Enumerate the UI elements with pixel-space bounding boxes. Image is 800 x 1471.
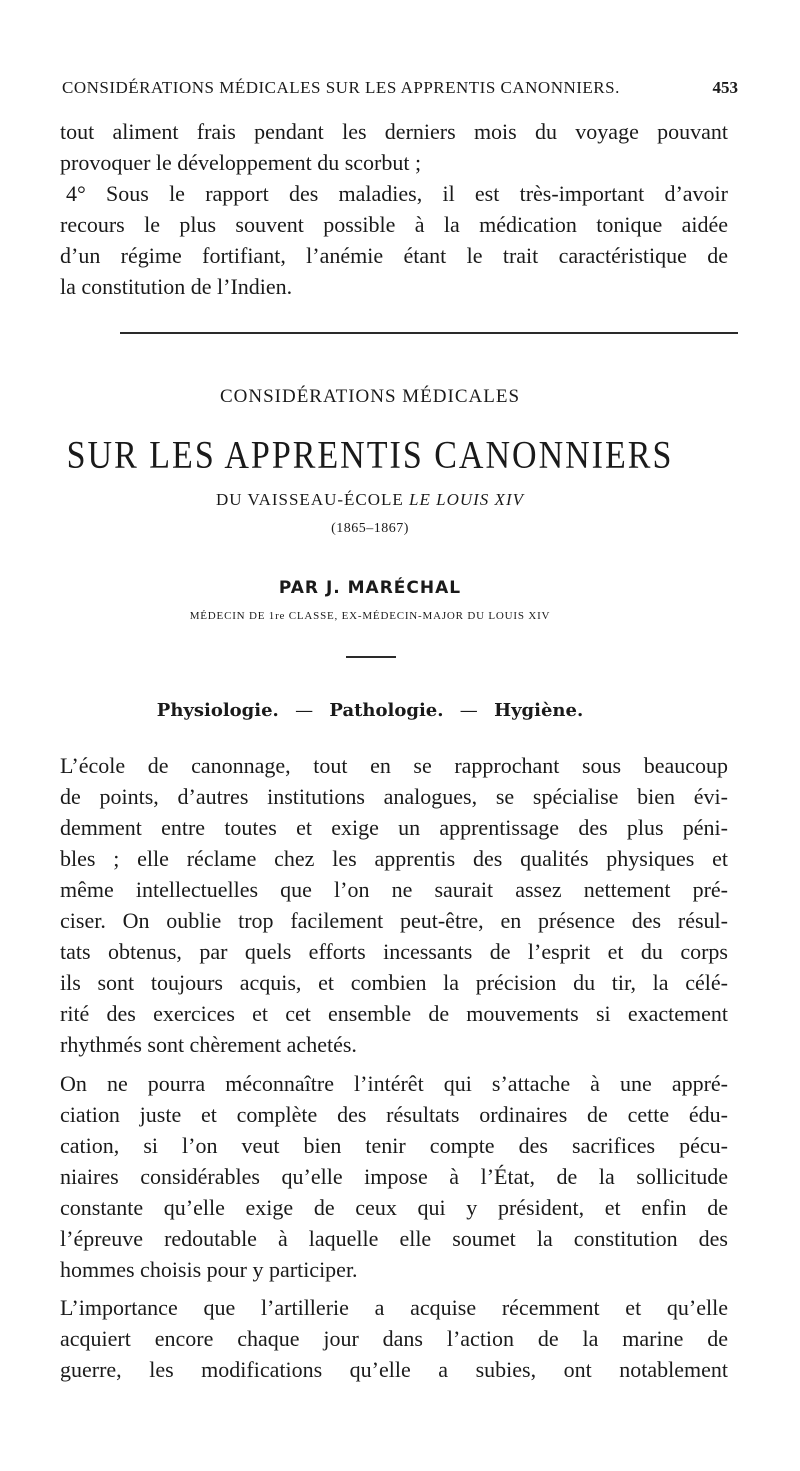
running-title: CONSIDÉRATIONS MÉDICALES SUR LES APPRENTIS CANONNIERS.	[62, 78, 620, 97]
section-heading: Pathologie.	[329, 700, 444, 721]
text-line: la constitution de l’Indien.	[60, 274, 293, 299]
section-heading: Physiologie.	[156, 700, 279, 721]
body-paragraph-1	[60, 750, 728, 1060]
text-line: 4° Sous le rapport des maladies, il est très-important d’avoir	[66, 181, 728, 206]
text-line: cation, si l’on veut bien tenir compte des sacrifices pécu-	[60, 1133, 728, 1158]
text-line: ils sont toujours acquis, et combien la précision du tir, la célé-	[60, 970, 728, 995]
text-line: acquiert encore chaque jour dans l’action de la marine de	[60, 1326, 728, 1351]
text-line: provoquer le développement du scorbut ;	[60, 150, 422, 175]
text-line: L’importance que l’artillerie a acquise récemment et qu’elle	[60, 1295, 728, 1320]
article-supertitle: CONSIDÉRATIONS MÉDICALES	[219, 386, 521, 407]
author-credential: MÉDECIN DE 1re CLASSE, EX-MÉDECIN-MAJOR DU LOUIS XIV	[189, 610, 551, 622]
article-author: PAR J. MARÉCHAL	[278, 578, 462, 598]
text-line: bles ; elle réclame chez les apprentis des qualités physiques et	[60, 846, 728, 871]
page-number: 453	[712, 78, 738, 97]
article-title: SUR LES APPRENTIS CANONNIERS	[66, 434, 674, 477]
text-line: recours le plus souvent possible à la médication tonique aidée	[60, 212, 728, 237]
text-line: On ne pourra méconnaître l’intérêt qui s’attache à une appré-	[60, 1071, 728, 1096]
text-line: L’école de canonnage, tout en se rapprochant sous beaucoup	[60, 753, 728, 778]
section-separator: —	[295, 700, 314, 721]
article-subtitle	[0, 490, 740, 510]
article-dates: (1865–1867)	[331, 521, 409, 536]
text-line: de points, d’autres institutions analogues, se spécialise bien évi-	[60, 784, 728, 809]
body-paragraph-3	[60, 1292, 728, 1385]
text-line: demment entre toutes et exige un apprentissage des plus péni-	[60, 815, 728, 840]
previous-article-text	[60, 116, 728, 302]
section-headings	[0, 700, 740, 721]
subtitle-prefix: DU VAISSEAU-ÉCOLE	[216, 490, 404, 509]
text-line: même intellectuelles que l’on ne saurait assez nettement pré-	[60, 877, 728, 902]
ship-name: LE LOUIS XIV	[409, 490, 524, 509]
text-line: constante qu’elle exige de ceux qui y président, et enfin de	[60, 1195, 728, 1220]
text-line: ciser. On oublie trop facilement peut-être, en présence des résul-	[60, 908, 728, 933]
text-line: niaires considérables qu’elle impose à l’État, de la sollicitude	[60, 1164, 728, 1189]
text-line: rité des exercices et cet ensemble de mouvements si exactement	[60, 1001, 728, 1026]
section-heading: Hygiène.	[494, 700, 584, 721]
running-header	[62, 78, 738, 98]
text-line: guerre, les modifications qu’elle a subies, ont notablement	[60, 1357, 728, 1382]
text-line: rhythmés sont chèrement achetés.	[60, 1032, 357, 1057]
text-line: tats obtenus, par quels efforts incessants de l’esprit et du corps	[60, 939, 728, 964]
text-line: l’épreuve redoutable à laquelle elle soumet la constitution des	[60, 1226, 728, 1251]
text-line: ciation juste et complète des résultats ordinaires de cette édu-	[60, 1102, 728, 1127]
text-line: d’un régime fortifiant, l’anémie étant le trait caractéristique de	[60, 243, 728, 268]
article-divider-rule	[120, 332, 738, 334]
section-separator: —	[459, 700, 478, 721]
short-divider-rule	[346, 656, 396, 658]
text-line: tout aliment frais pendant les derniers mois du voyage pouvant	[60, 119, 728, 144]
body-paragraph-2	[60, 1068, 728, 1285]
text-line: hommes choisis pour y participer.	[60, 1257, 358, 1282]
